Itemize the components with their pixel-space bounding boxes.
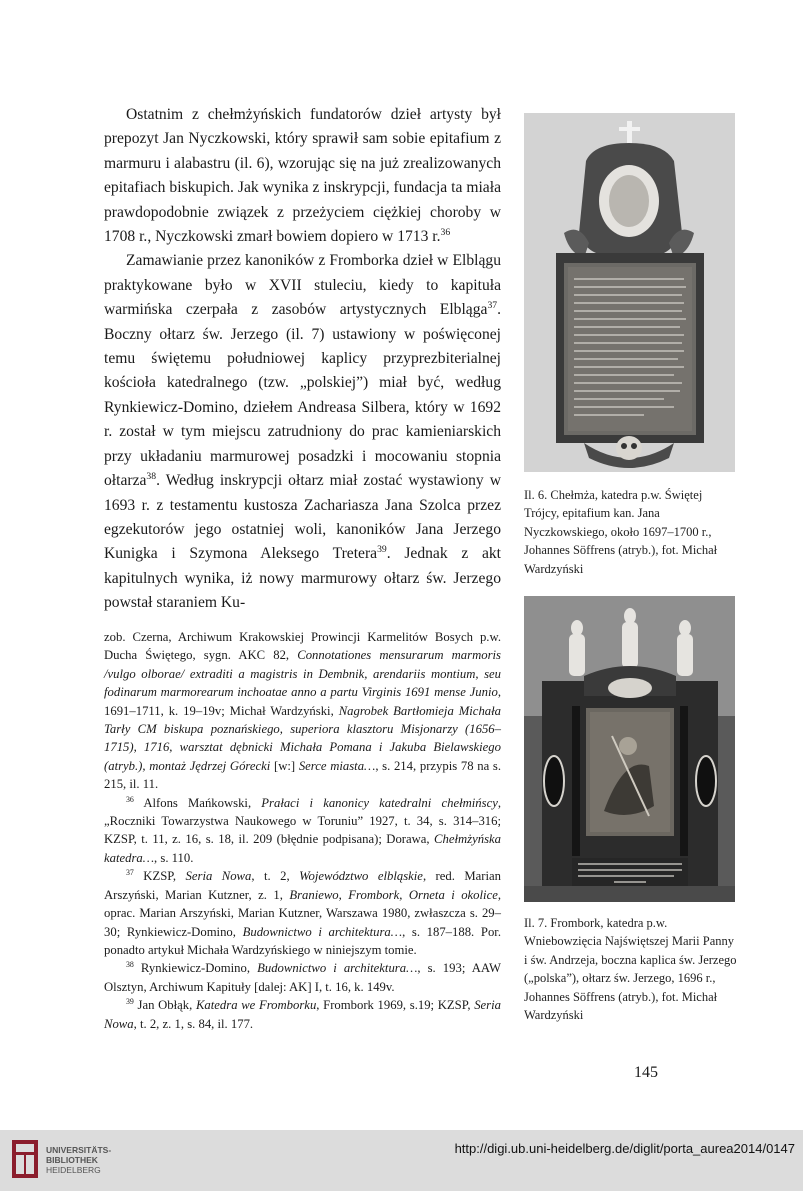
figure-6-caption: Il. 6. Chełmża, katedra p.w. Świętej Trójcy, epitafium kan. Jana Nyczkowskiego, około 1697–1700 r., Johannes Söffrens (atryb.), fot. Michał Wardzyński	[524, 488, 718, 576]
footnote-continued: zob. Czerna, Archiwum Krakowskiej Prowincji Karmelitów Bosych p.w. Ducha Świętego, sygn. AKC 82, Connotationes mensurarum marmoris /vulgo olborae/ extraditi a magistris in Dembnik, arendariis montium, seu fodinarum marmorearum inchoatae anno a partu Virginis 1691 mense Junio, 1691–1711, k. 19–19v; Michał Wardzyński, Nagrobek Bartłomieja Michała Tarły CM biskupa poznańskiego, superiora klasztoru Misjonarzy (1656–1715), 1716, warsztat dębnicki Michała Pomana i Jakuba Bielawskiego (atryb.), montaż Jędrzej Górecki [w:] Serce miasta…, s. 214, przypis 78 na s. 215, il. 11.	[104, 630, 502, 792]
footnote-ref-39[interactable]: 39	[377, 544, 387, 556]
footnote-37: $^{37}$ KZSP, Seria Nowa, t. 2, Województwo elbląskie, red. Marian Arszyński, Marian Kutzner, z. 1, Braniewo, Frombork, Orneta i okolice, oprac. Marian Arszyński, Marian Kutzner, Warszawa 1980, zwłaszcza s. 29–30; Rynkiewicz-Domino, Budownictwo i architektura…, s. 187–188. Por. ponadto artykuł Michała Wardzyńskiego w niniejszym tomie.	[104, 868, 502, 957]
paragraph-2: Zamawianie przez kanoników z Fromborka dzieł w Elblągu praktykowane było w XVII stuleciu, kiedy to kapituła warmińska czerpała z zasobów artystycznych Elbląga$^{37}$. Boczny ołtarz św. Jerzego (il. 7) ustawiony w poświęconej temu świętemu południowej kaplicy przyprezbiterialnej kościoła katedralnego (tzw. „polskiej”) miał być, według Rynkiewicz-Domino, dziełem Andreasa Silbera, który w 1692 r. został w tym miejscu zatrudniony do prac kamieniarskich przy układaniu marmurowej posadzki i mocowaniu stopnia ołtarza$^{38}$. Według inskrypcji ołtarz miał zostać wystawiony w 1693 r. z testamentu kustosza Zachariasza Jana Szolca przez egzekutorów jego ostatniej woli, kanoników Jana Jerzego Kunigka i Szymona Aleksego Tretera$^{39}$. Jednak z akt kapitulnych wynika, iż nowy marmurowy ołtarz św. Jerzego powstał staraniem Ku-	[104, 252, 501, 612]
footnotes	[104, 628, 501, 1033]
footnote-ref-38[interactable]: 38	[146, 470, 157, 482]
epitaph-image	[524, 113, 735, 472]
source-url-link[interactable]: http://digi.ub.uni-heidelberg.de/diglit/porta_aurea2014/0147	[454, 1141, 795, 1156]
footnote-36: $^{36}$ Alfons Mańkowski, Prałaci i kanonicy katedralni chełmińscy, „Roczniki Towarzystwa Naukowego w Toruniu” 1927, t. 34, s. 314–316; KZSP, t. 11, z. 16, s. 18, il. 209 (błędnie podpisana); Dorawa, Chełmżyńska katedra…, s. 110.	[104, 794, 502, 865]
footnote-number: 37	[126, 868, 134, 878]
page-number: 145	[634, 1064, 658, 1081]
paragraph-1	[104, 103, 501, 249]
paragraph-1-text: Ostatnim z chełmżyńskich fundatorów dzieł artysty był prepozyt Jan Nyczkowski, który sprawił sam sobie epitafium z marmuru i alabastru (il. 6), wzorując się na już zrealizowanych epitafiach biskupich. Jak wynika z inskrypcji, fundacja ta miała prawdopodobnie związek z przeżyciem ciężkiej choroby w 1708 r., Nyczkowski zmarł bowiem dopiero w 1713 r.	[104, 106, 501, 246]
figure-7-caption: Il. 7. Frombork, katedra p.w. Wniebowzięcia Najświętszej Marii Panny i św. Andrzeja, boczna kaplica św. Jerzego („polska”), ołtarz św. Jerzego, 1696 r., Johannes Söffrens (atryb.), fot. Michał Wardzyński	[524, 916, 737, 1023]
university-library-heidelberg-logo-icon[interactable]	[10, 1138, 40, 1180]
footnote-number: 36	[126, 794, 134, 804]
footnote-ref-36[interactable]: 36	[440, 226, 451, 238]
altar-image	[524, 596, 735, 902]
footnote-number: 39	[126, 996, 134, 1006]
figure-6-epitaph-photo	[524, 113, 735, 472]
footnote-39: $^{39}$ Jan Obłąk, Katedra we Fromborku, Frombork 1969, s.19; KZSP, Seria Nowa, t. 2, z. 1, s. 84, il. 177.	[104, 996, 501, 1031]
library-logo-text: UNIVERSITÄTS- BIBLIOTHEK HEIDELBERG	[46, 1145, 112, 1175]
footnote-ref-37[interactable]: 37	[487, 300, 498, 312]
main-text-column	[104, 103, 501, 616]
footnote-number: 38	[126, 960, 134, 970]
figure-7-altar-photo	[524, 596, 735, 902]
footer-bar	[0, 1130, 803, 1191]
footnote-38: $^{38}$ Rynkiewicz-Domino, Budownictwo i architektura…, s. 193; AAW Olsztyn, Archiwum Kapituły [dalej: AK] I, t. 16, k. 149v.	[104, 960, 502, 994]
